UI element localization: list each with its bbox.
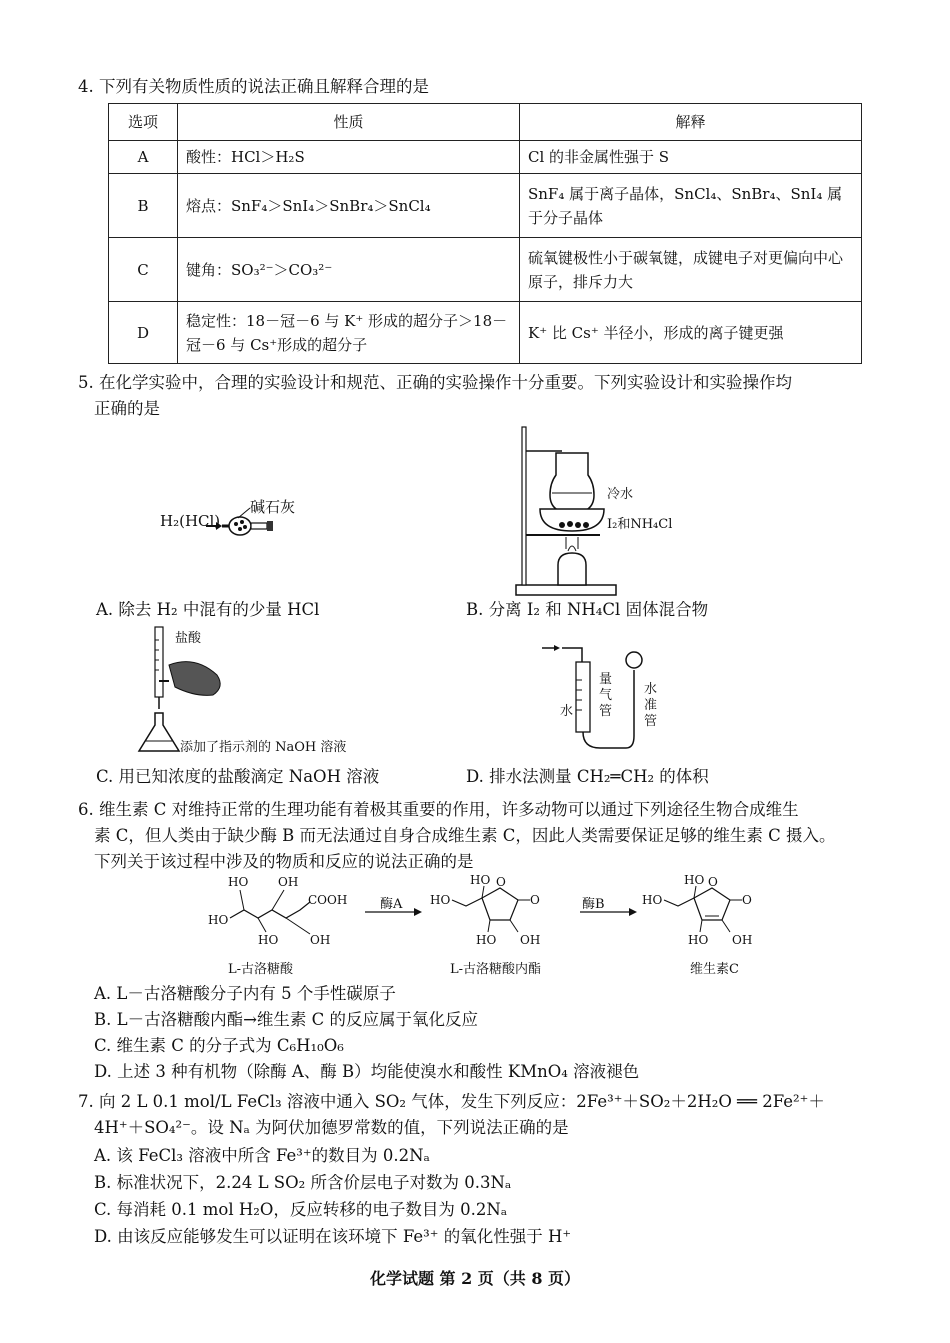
label-l-gulonic-acid: L-古洛糖酸 [228,962,294,977]
label-water: 水 [560,704,574,719]
label-h2-hcl: H₂(HCl) [160,512,221,530]
row-explanation: 硫氧键极性小于碳氧键，成键电子对更偏向中心原子，排斥力大 [520,238,862,302]
label-leveling-tube: 水准管 [644,682,658,729]
header-explanation: 解释 [520,104,862,141]
svg-text:O: O [496,875,506,889]
svg-text:OH: OH [732,933,753,947]
label-vitamin-c: 维生素C [690,962,739,977]
q5-option-b: B. 分离 I₂ 和 NH₄Cl 固体混合物 [466,600,709,619]
row-explanation: K⁺ 比 Cs⁺ 半径小，形成的离子键更强 [520,302,862,364]
q7-stem-line2: 4H⁺＋SO₄²⁻。设 Nₐ 为阿伏加德罗常数的值，下列说法正确的是 [94,1118,569,1137]
row-option: C [109,238,178,302]
q7-option-b: B. 标准状况下，2.24 L SO₂ 所含价层电子对数为 0.3Nₐ [94,1173,512,1192]
table-row [109,302,862,364]
svg-text:HO: HO [642,893,663,907]
q4-stem: 4. 下列有关物质性质的说法正确且解释合理的是 [78,77,429,96]
q7-option-d: D. 由该反应能够发生可以证明在该环境下 Fe³⁺ 的氧化性强于 H⁺ [94,1227,572,1246]
label-enzyme-b: 酶B [582,897,605,912]
svg-text:HO: HO [430,893,451,907]
label-soda-lime: 碱石灰 [250,498,296,516]
row-property: 键角：SO₃²⁻＞CO₃²⁻ [178,238,520,302]
header-property: 性质 [178,104,520,141]
table-row [109,238,862,302]
label-naoh-solution: 添加了指示剂的 NaOH 溶液 [180,740,347,755]
q5-option-d: D. 排水法测量 CH₂═CH₂ 的体积 [466,767,709,786]
q6-option-c: C. 维生素 C 的分子式为 C₆H₁₀O₆ [94,1036,344,1055]
label-cold-water: 冷水 [607,487,634,502]
table-row [109,174,862,238]
q4-options-table [108,103,862,364]
table-row [109,141,862,174]
sublimation-apparatus-diagram [510,425,620,600]
svg-text:HO: HO [208,913,229,927]
row-property: 酸性：HCl＞H₂S [178,141,520,174]
label-l-gulonolactone: L-古洛糖酸内酯 [450,962,542,977]
row-property: 熔点：SnF₄＞SnI₄＞SnBr₄＞SnCl₄ [178,174,520,238]
label-hydrochloric-acid: 盐酸 [175,631,202,646]
svg-text:O: O [742,893,752,907]
svg-text:OH: OH [520,933,541,947]
q7-option-c: C. 每消耗 0.1 mol H₂O，反应转移的电子数目为 0.2Nₐ [94,1200,508,1219]
q7-option-a: A. 该 FeCl₃ 溶液中所含 Fe³⁺的数目为 0.2Nₐ [94,1146,430,1165]
row-option: B [109,174,178,238]
svg-text:HO: HO [470,873,491,887]
header-option: 选项 [109,104,178,141]
svg-text:O: O [708,875,718,889]
page-footer: 化学试题 第 2 页（共 8 页） [369,1269,581,1288]
svg-text:HO: HO [258,933,279,947]
label-i2-nh4cl: I₂和NH₄Cl [607,517,673,532]
q6-stem-line2: 素 C，但人类由于缺少酶 B 而无法通过自身合成维生素 C，因此人类需要保证足够的维生素 C 摄入。 [94,826,836,845]
q6-stem-line3: 下列关于该过程中涉及的物质和反应的说法正确的是 [94,852,474,871]
svg-text:HO: HO [476,933,497,947]
table-header-row [109,104,862,141]
q5-stem-line2: 正确的是 [94,399,160,418]
q7-stem-line1: 7. 向 2 L 0.1 mol/L FeCl₃ 溶液中通入 SO₂ 气体，发生下列反应：2Fe³⁺＋SO₂＋2H₂O ══ 2Fe²⁺＋ [78,1092,825,1111]
q5-option-c: C. 用已知浓度的盐酸滴定 NaOH 溶液 [96,767,380,786]
svg-text:O: O [530,893,540,907]
svg-text:OH: OH [278,875,299,889]
q6-option-b: B. L－古洛糖酸内酯→维生素 C 的反应属于氧化反应 [94,1010,479,1029]
row-option: A [109,141,178,174]
row-option: D [109,302,178,364]
svg-text:HO: HO [228,875,249,889]
row-explanation: Cl 的非金属性强于 S [520,141,862,174]
svg-text:OH: OH [310,933,331,947]
svg-text:HO: HO [688,933,709,947]
q5-option-a: A. 除去 H₂ 中混有的少量 HCl [96,600,320,619]
svg-text:COOH: COOH [308,893,348,907]
label-enzyme-a: 酶A [380,897,403,912]
row-property: 稳定性：18－冠－6 与 K⁺ 形成的超分子＞18－冠－6 与 Cs⁺形成的超分子 [178,302,520,364]
row-explanation: SnF₄ 属于离子晶体，SnCl₄、SnBr₄、SnI₄ 属于分子晶体 [520,174,862,238]
q5-stem-line1: 5. 在化学实验中，合理的实验设计和规范、正确的实验操作十分重要。下列实验设计和实验操作均 [78,373,792,392]
q6-option-d: D. 上述 3 种有机物（除酶 A、酶 B）均能使溴水和酸性 KMnO₄ 溶液褪色 [94,1062,640,1081]
q6-option-a: A. L－古洛糖酸分子内有 5 个手性碳原子 [94,984,396,1003]
svg-text:HO: HO [684,873,705,887]
q6-stem-line1: 6. 维生素 C 对维持正常的生理功能有着极其重要的作用，许多动物可以通过下列途径生物合成维生 [78,800,799,819]
label-measuring-tube: 量气管 [599,672,613,719]
